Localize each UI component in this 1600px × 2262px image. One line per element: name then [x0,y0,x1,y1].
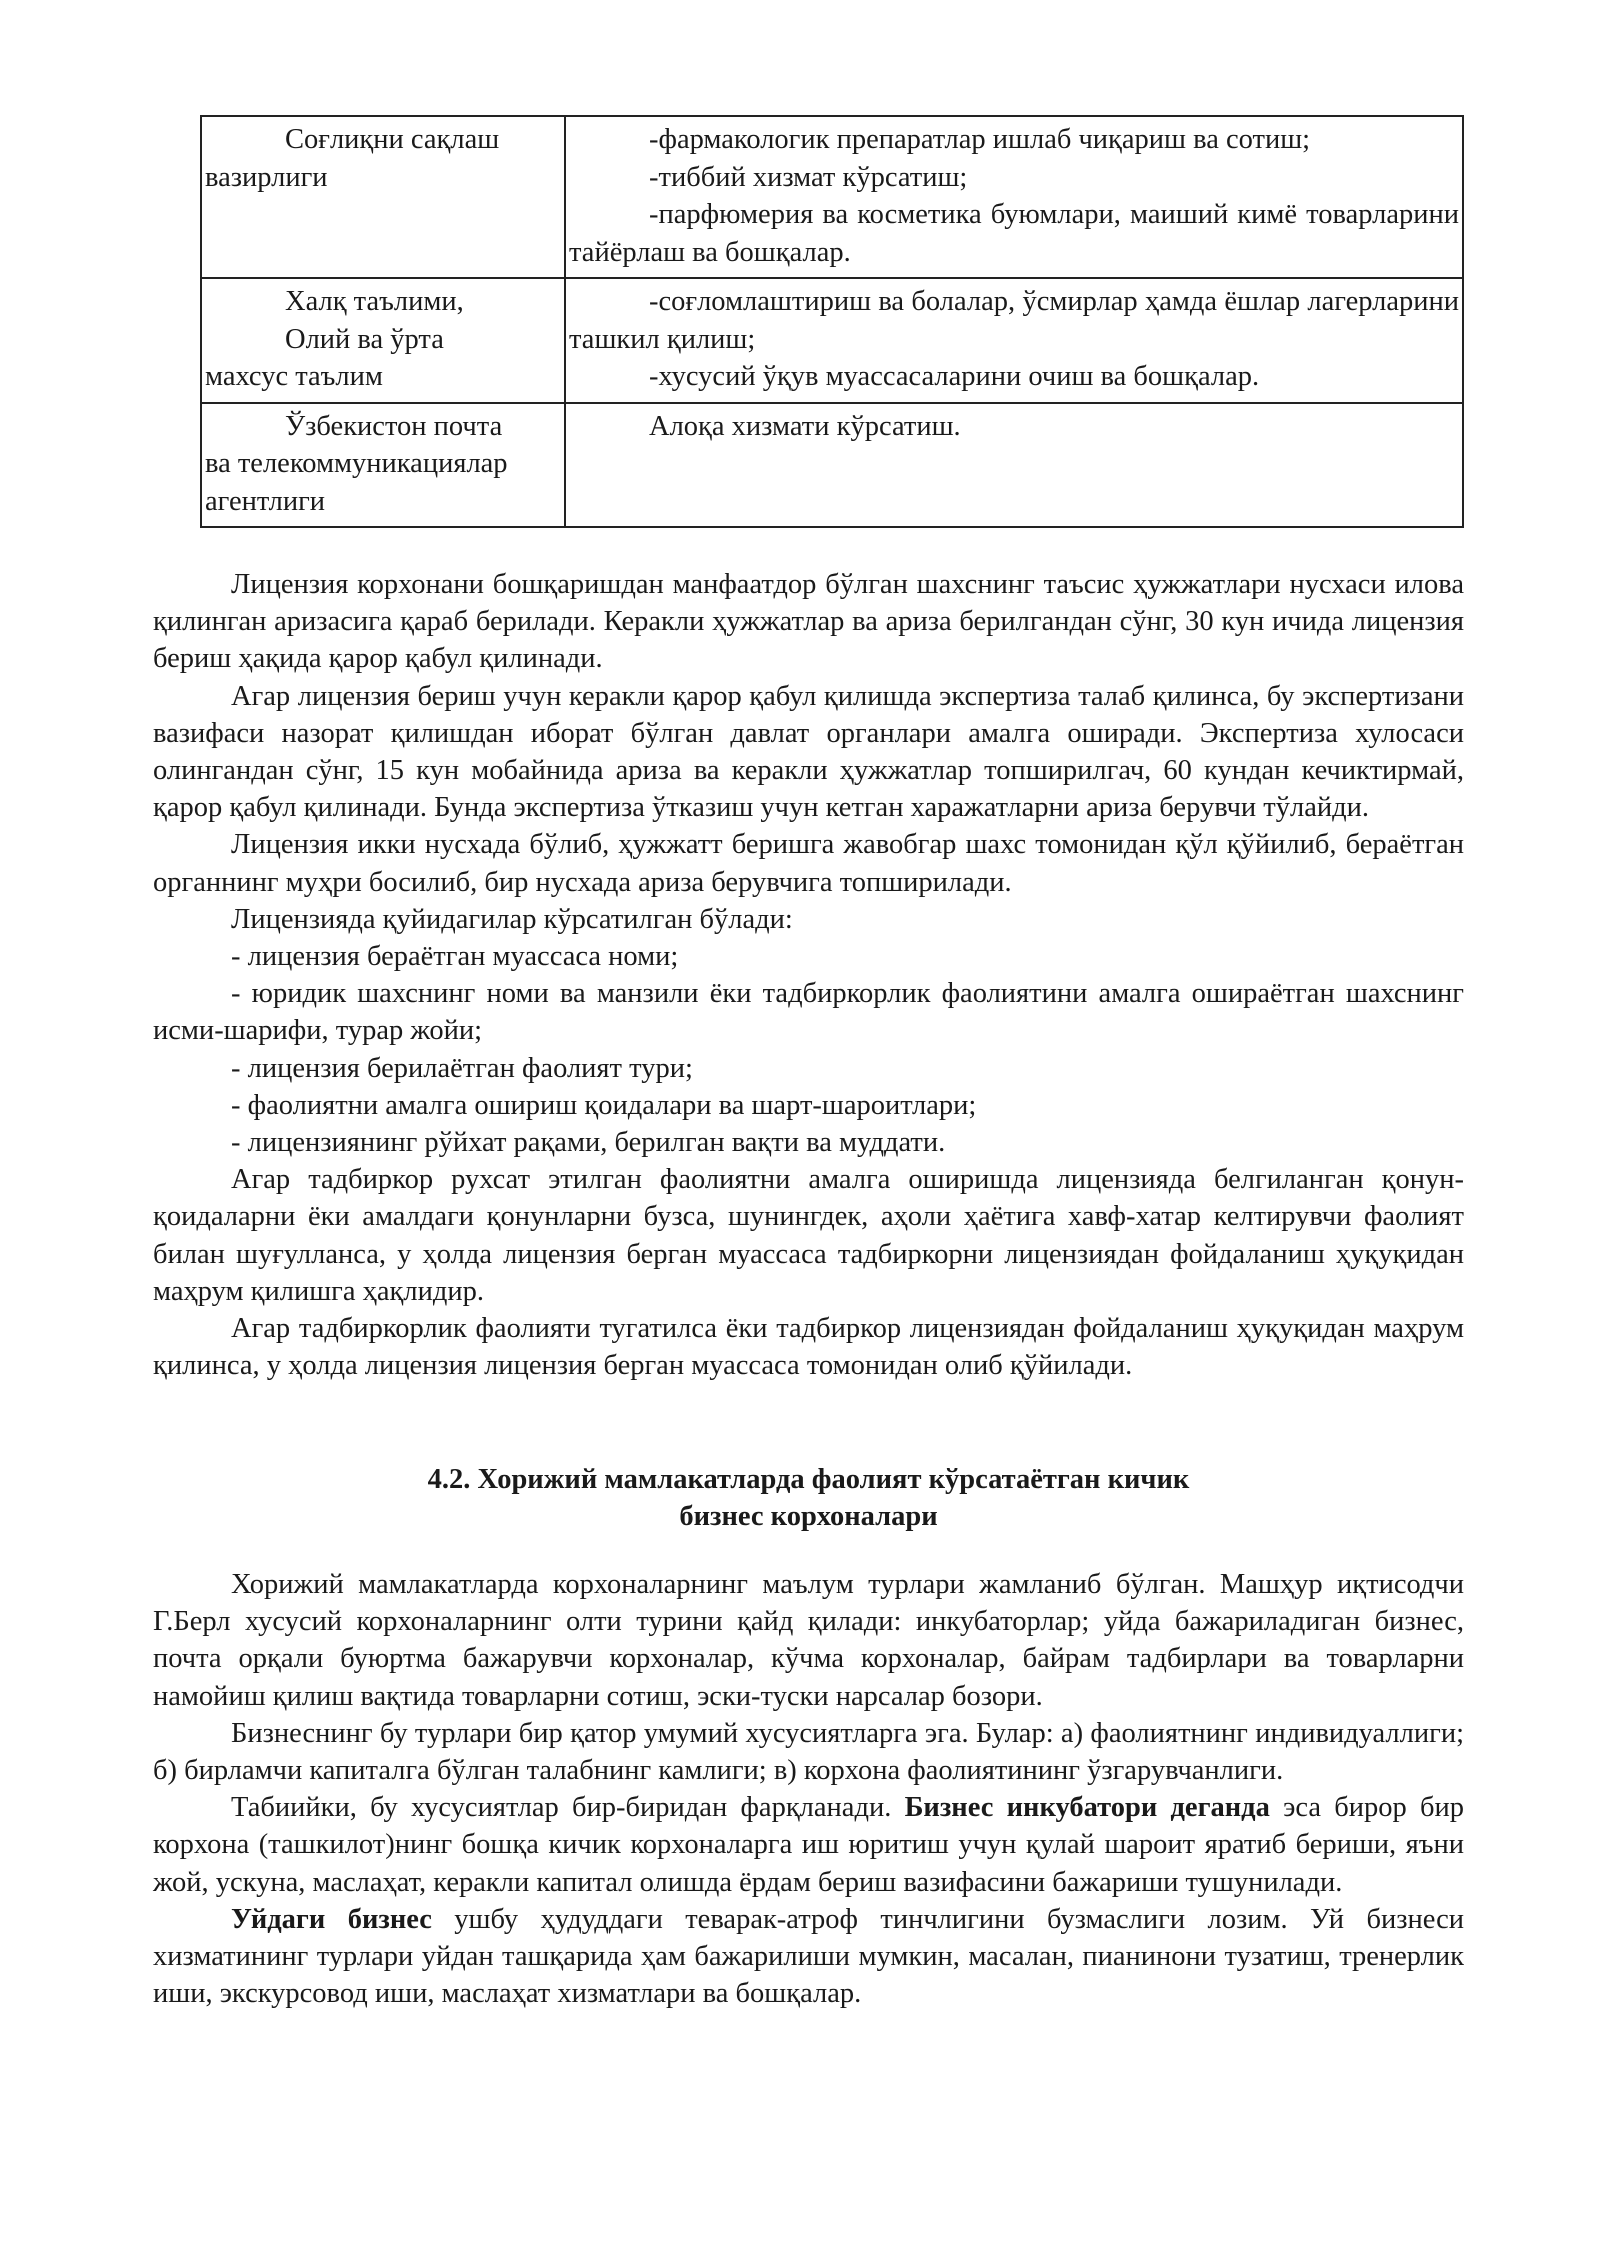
paragraph-text: Табиийки, бу хусусиятлар бир-биридан фарқланади. [231,1792,905,1824]
org-line: Халқ таълими, [285,286,464,317]
org-cell [201,116,565,278]
activity-line: -соғломлаштириш ва болалар, ўсмирлар ҳамда ёшлар лагерларини ташкил қилиш; [569,286,1459,355]
paragraph-text: эса бирор бир корхона (ташкилот)нинг бошқа кичик корхоналарга иш юритиш учун қулай шароит яратиб бериши, яъни жой, ускуна, маслаҳат, керакли капитал олишда ёрдам бериш вазифасини бажариши тушунилади. [153,1792,1464,1898]
paragraph: Лицензия икки нусхада бўлиб, ҳужжатт беришга жавобгар шахс томонидан қўл қўйилиб, бераётган органнинг муҳри босилиб, бир нусхада ариза берувчига топширилади. [153,829,1464,898]
paragraph-text: ушбу ҳудуддаги теварак-атроф тинчлигини бузмаслиги лозим. Уй бизнеси хизматининг турлари уйдан ташқарида ҳам бажарилиши мумкин, масалан, пианинони тузатиш, тренерлик иши, экскурсовод иши, маслаҳат хизматлари ва бошқалар. [153,1903,1464,2010]
term-bold: Уйдаги бизнес [231,1903,432,1935]
org-cell [201,278,565,403]
activity-line: -хусусий ўқув муассасаларини очиш ва бошқалар. [649,361,1260,392]
org-line: вазирлиги [205,161,328,193]
paragraph: Хорижий мамлакатларда корхоналарнинг маълум турлари жамланиб бўлган. Машҳур иқтисодчи Г.Берл хусусий корхоналарнинг олти турини қайд қилади: инкубаторлар; уйда бажариладиган бизнес, почта орқали буюртма бажарувчи корхоналар, кўчма корхоналар, байрам тадбирлари ва товарларни намойиш қилиш вақтида товарларни сотиш, эски-туски нарсалар бозори. [153,1569,1464,1712]
table-row [201,403,1463,528]
heading-line: 4.2. Хорижий мамлакатларда фаолият кўрсатаётган кичик [427,1464,1190,1495]
section-heading [153,1461,1464,1535]
org-line: Олий ва ўрта [285,323,444,355]
activity-cell [565,403,1463,528]
paragraph [153,1789,1464,1901]
table-row [201,278,1463,403]
paragraph: Бизнеснинг бу турлари бир қатор умумий хусусиятларга эга. Булар: а) фаолиятнинг индивидуаллиги; б) бирламчи капиталга бўлган талабнинг камлиги; в) корхона фаолиятининг ўзгарувчанлиги. [153,1717,1464,1787]
activity-line: Алоқа хизмати кўрсатиш. [649,410,961,442]
paragraph [153,1901,1464,2013]
list-item: - лицензиянинг рўйхат рақами, берилган вақти ва муддати. [231,1127,946,1159]
license-section [153,566,1464,1384]
org-line: ва телекоммуникациялар [205,448,508,479]
list-item: - юридик шахснинг номи ва манзили ёки тадбиркорлик фаолиятини амалга ошираётган шахснинг исми-шарифи, турар жойи; [153,978,1464,1047]
activity-line: -тиббий хизмат кўрсатиш; [649,161,968,193]
list-item: - фаолиятни амалга ошириш қоидалари ва шарт-шароитлари; [231,1089,977,1121]
org-line: махсус таълим [205,361,383,392]
list-item: - лицензия бераётган муассаса номи; [231,941,679,973]
table-row [201,116,1463,278]
org-line: Соғлиқни сақлаш [285,124,500,155]
activity-cell [565,116,1463,278]
org-line: Ўзбекистон почта [285,410,503,442]
paragraph: Агар тадбиркор рухсат этилган фаолиятни амалга оширишда лицензияда белгиланган қонун-қоидаларни ёки амалдаги қонунларни бузса, шунингдек, аҳоли ҳаётига хавф-хатар келтирувчи фаолият билан шуғулланса, у ҳолда лицензия берган муассаса тадбиркорни лицензиядан фойдаланиш ҳуқуқидан маҳрум қилишга ҳақлидир. [153,1164,1464,1307]
activity-line: -фармакологик препаратлар ишлаб чиқариш ва сотиш; [649,124,1311,155]
org-cell [201,403,565,528]
org-line: агентлиги [205,485,326,517]
license-table [200,115,1464,528]
paragraph: Агар тадбиркорлик фаолияти тугатилса ёки тадбиркор лицензиядан фойдаланиш ҳуқуқидан маҳрум қилинса, у ҳолда лицензия лицензия берган муассаса томонидан олиб қўйилади. [153,1313,1464,1382]
heading-line: бизнес корхоналари [679,1501,938,1532]
term-bold: Бизнес инкубатори деганда [904,1792,1270,1824]
foreign-business-section [153,1566,1464,2012]
activity-cell [565,278,1463,403]
paragraph: Агар лицензия бериш учун керакли қарор қабул қилишда экспертиза талаб қилинса, бу экспертизани вазифаси назорат қилишдан иборат бўлган давлат органлари амалга оширади. Экспертиза хулосаси олингандан сўнг, 15 кун мобайнида ариза ва керакли ҳужжатлар топширилгач, 60 кундан кечиктирмай, қарор қабул қилинади. Бунда экспертиза ўтказиш учун кетган харажатларни ариза берувчи тўлайди. [153,680,1464,824]
list-item: - лицензия берилаётган фаолият тури; [231,1052,693,1084]
paragraph: Лицензия корхонани бошқаришдан манфаатдор бўлган шахснинг таъсис ҳужжатлари нусхаси илова қилинган аризасига қараб берилади. Керакли ҳужжатлар ва ариза берилгандан сўнг, 30 кун ичида лицензия бериш ҳақида қарор қабул қилинади. [153,569,1464,675]
paragraph: Лицензияда қуйидагилар кўрсатилган бўлади: [231,903,793,935]
activity-line: -парфюмерия ва косметика буюмлари, маиший кимё товарларини тайёрлаш ва бошқалар. [569,199,1459,268]
